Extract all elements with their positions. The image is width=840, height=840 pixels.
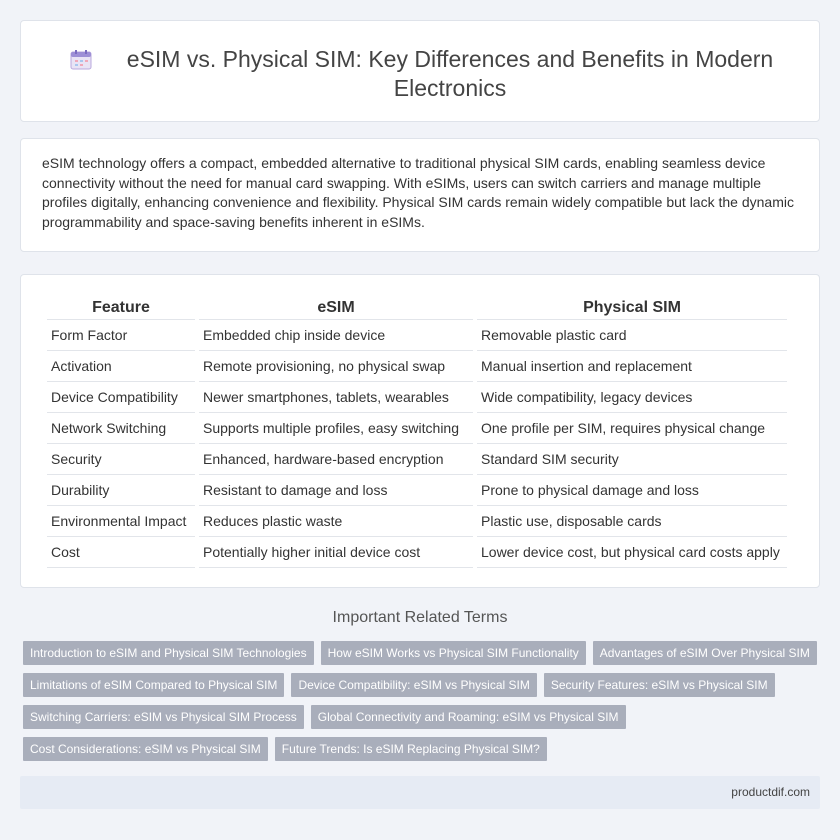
intro-paragraph: eSIM technology offers a compact, embedded alternative to traditional physical SIM cards, enabling seamless device connectivity without the need for manual card swapping. With eSIMs, users can switch carriers and manage multiple profiles digitally, enhancing convenience and flexibility. Physical SIM cards remain widely compatible but lack the dynamic programmability and space-saving benefits inherent in eSIMs.	[42, 155, 794, 230]
related-term-link[interactable]: Global Connectivity and Roaming: eSIM vs Physical SIM	[311, 705, 626, 729]
table-row	[47, 537, 787, 568]
table-row	[47, 506, 787, 537]
page-title: eSIM vs. Physical SIM: Key Differences and Benefits in Modern Electronics	[126, 46, 774, 101]
physical-sim-cell: Standard SIM security	[477, 444, 787, 475]
related-terms-row	[23, 673, 823, 697]
esim-cell: Embedded chip inside device	[199, 320, 473, 351]
feature-cell: Device Compatibility	[47, 382, 195, 413]
related-term-link[interactable]: Switching Carriers: eSIM vs Physical SIM Process	[23, 705, 304, 729]
feature-cell: Cost	[47, 537, 195, 568]
esim-cell: Potentially higher initial device cost	[199, 537, 473, 568]
table-header-row	[47, 296, 787, 320]
table-row	[47, 351, 787, 382]
table-row	[47, 444, 787, 475]
related-term-link[interactable]: Security Features: eSIM vs Physical SIM	[544, 673, 775, 697]
feature-cell: Durability	[47, 475, 195, 506]
feature-cell: Environmental Impact	[47, 506, 195, 537]
esim-cell: Resistant to damage and loss	[199, 475, 473, 506]
physical-sim-cell: Wide compatibility, legacy devices	[477, 382, 787, 413]
footer-site-name: productdif.com	[731, 785, 810, 799]
esim-cell: Newer smartphones, tablets, wearables	[199, 382, 473, 413]
physical-sim-cell: Removable plastic card	[477, 320, 787, 351]
physical-sim-cell: One profile per SIM, requires physical change	[477, 413, 787, 444]
header-card	[20, 20, 820, 122]
table-row	[47, 382, 787, 413]
comparison-table	[43, 296, 791, 568]
related-term-link[interactable]: Advantages of eSIM Over Physical SIM	[593, 641, 817, 665]
intro-card	[20, 138, 820, 252]
esim-cell: Reduces plastic waste	[199, 506, 473, 537]
physical-sim-cell: Lower device cost, but physical card costs apply	[477, 537, 787, 568]
related-term-link[interactable]: Cost Considerations: eSIM vs Physical SIM	[23, 737, 268, 761]
physical-sim-cell: Prone to physical damage and loss	[477, 475, 787, 506]
table-row	[47, 475, 787, 506]
esim-cell: Supports multiple profiles, easy switching	[199, 413, 473, 444]
related-term-link[interactable]: How eSIM Works vs Physical SIM Functionality	[321, 641, 586, 665]
column-header-esim: eSIM	[199, 296, 473, 320]
related-terms-row	[23, 737, 823, 761]
related-terms-title: Important Related Terms	[332, 609, 508, 626]
related-term-link[interactable]: Limitations of eSIM Compared to Physical SIM	[23, 673, 284, 697]
column-header-feature: Feature	[47, 296, 195, 320]
physical-sim-cell: Manual insertion and replacement	[477, 351, 787, 382]
column-header-physical-sim: Physical SIM	[477, 296, 787, 320]
table-row	[47, 320, 787, 351]
related-terms-row	[23, 641, 823, 665]
physical-sim-cell: Plastic use, disposable cards	[477, 506, 787, 537]
feature-cell: Form Factor	[47, 320, 195, 351]
feature-cell: Activation	[47, 351, 195, 382]
related-terms-row	[23, 705, 823, 729]
related-term-link[interactable]: Device Compatibility: eSIM vs Physical SIM	[291, 673, 536, 697]
feature-cell: Network Switching	[47, 413, 195, 444]
feature-cell: Security	[47, 444, 195, 475]
comparison-card	[20, 274, 820, 588]
table-body	[47, 320, 787, 568]
footer	[20, 776, 820, 809]
esim-cell: Remote provisioning, no physical swap	[199, 351, 473, 382]
related-term-link[interactable]: Future Trends: Is eSIM Replacing Physical SIM?	[275, 737, 547, 761]
table-row	[47, 413, 787, 444]
esim-cell: Enhanced, hardware-based encryption	[199, 444, 473, 475]
related-term-link[interactable]: Introduction to eSIM and Physical SIM Technologies	[23, 641, 314, 665]
related-terms-list	[23, 641, 823, 769]
